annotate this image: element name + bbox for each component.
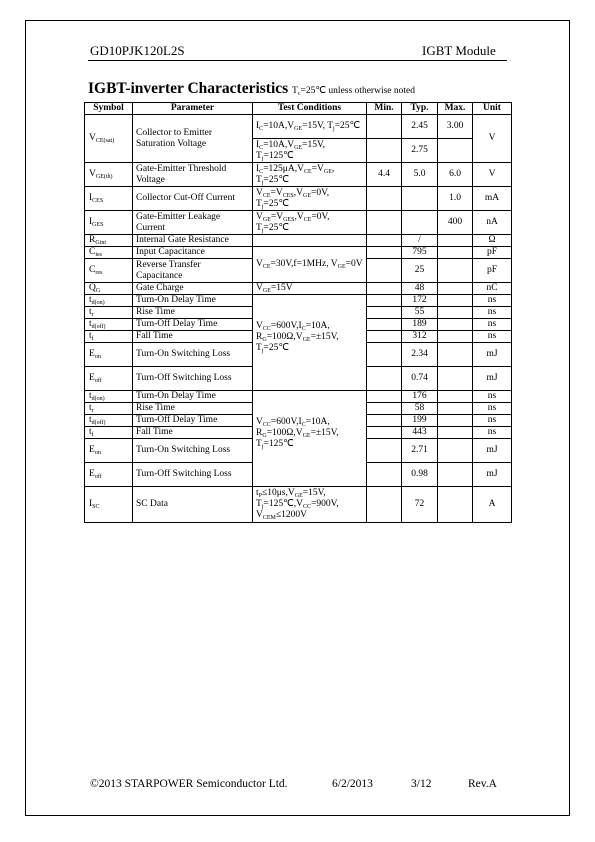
min-cell (367, 427, 402, 439)
max-cell (438, 439, 473, 463)
symbol-cell: $t_f$ (85, 427, 133, 439)
max-cell (438, 463, 473, 487)
max-cell (438, 415, 473, 427)
max-cell (438, 307, 473, 319)
doc-type: IGBT Module (422, 43, 496, 58)
symbol-cell: $I_{SC}$ (85, 487, 133, 523)
condition-cell (253, 235, 367, 247)
min-cell: 4.4 (367, 163, 402, 187)
typ-cell: 48 (402, 283, 438, 295)
typ-cell: 25 (402, 259, 438, 283)
typ-cell: 2.34 (402, 343, 438, 367)
unit-cell: pF (473, 259, 512, 283)
max-cell: 1.0 (438, 187, 473, 211)
symbol-cell: $V_{CE(sat)}$ (85, 115, 133, 163)
min-cell (367, 331, 402, 343)
symbol-cell: $C_{ies}$ (85, 247, 133, 259)
symbol-cell: $t_{d(off)}$ (85, 415, 133, 427)
typ-cell: 2.75 (402, 139, 438, 163)
unit-cell: V (473, 115, 512, 163)
table-row (85, 295, 512, 307)
table-row (85, 235, 512, 247)
min-cell (367, 259, 402, 283)
typ-cell (402, 211, 438, 235)
header-rule (88, 60, 507, 61)
typ-cell: 55 (402, 307, 438, 319)
symbol-cell: $R_{Gint}$ (85, 235, 133, 247)
table-row (85, 211, 512, 235)
min-cell (367, 319, 402, 331)
col-header: Max. (438, 103, 473, 115)
unit-cell: pF (473, 247, 512, 259)
max-cell (438, 319, 473, 331)
symbol-cell: $C_{res}$ (85, 259, 133, 283)
parameter-cell: Input Capacitance (133, 247, 253, 259)
parameter-cell: Turn-On Switching Loss (133, 343, 253, 367)
parameter-cell: Rise Time (133, 307, 253, 319)
table-row (85, 487, 512, 523)
typ-cell: 2.45 (402, 115, 438, 139)
max-cell: 6.0 (438, 163, 473, 187)
typ-cell: 189 (402, 319, 438, 331)
parameter-cell: Reverse Transfer Capacitance (133, 259, 253, 283)
section-title-text: IGBT-inverter Characteristics (88, 80, 289, 97)
typ-cell: 312 (402, 331, 438, 343)
typ-cell: 443 (402, 427, 438, 439)
symbol-cell: $t_{d(on)}$ (85, 295, 133, 307)
condition-cell: $I_C=10A,V_{GE}=15V$, $T_j=125℃$ (253, 139, 367, 163)
typ-cell: 176 (402, 391, 438, 403)
parameter-cell: Turn-Off Delay Time (133, 319, 253, 331)
characteristics-table (84, 102, 512, 523)
parameter-cell: Gate Charge (133, 283, 253, 295)
table-row (85, 163, 512, 187)
typ-cell: 0.98 (402, 463, 438, 487)
symbol-cell: $E_{on}$ (85, 343, 133, 367)
min-cell (367, 187, 402, 211)
unit-cell: A (473, 487, 512, 523)
unit-cell: mJ (473, 439, 512, 463)
footer-page: 3/12 (411, 778, 432, 790)
parameter-cell: Fall Time (133, 427, 253, 439)
typ-cell: 2.71 (402, 439, 438, 463)
symbol-cell: $t_{d(on)}$ (85, 391, 133, 403)
typ-cell (402, 187, 438, 211)
symbol-cell: $V_{GE(th)}$ (85, 163, 133, 187)
typ-cell: 0.74 (402, 367, 438, 391)
parameter-cell: Turn-On Delay Time (133, 295, 253, 307)
parameter-cell: Turn-Off Switching Loss (133, 367, 253, 391)
unit-cell: mJ (473, 343, 512, 367)
unit-cell: mJ (473, 463, 512, 487)
table-header-row (85, 103, 512, 115)
min-cell (367, 439, 402, 463)
max-cell (438, 343, 473, 367)
table-row (85, 247, 512, 259)
typ-cell: 172 (402, 295, 438, 307)
symbol-cell: $t_r$ (85, 403, 133, 415)
max-cell: 3.00 (438, 115, 473, 139)
unit-cell: ns (473, 427, 512, 439)
parameter-cell: Turn-On Switching Loss (133, 439, 253, 463)
condition-cell: $t_P\le 10\mu s,V_{GE}=15V$, $T_j=125℃,V_{CC}=900V$, $V_{CEM}\le 1200V$ (253, 487, 367, 523)
unit-cell: ns (473, 331, 512, 343)
col-header: Symbol (85, 103, 133, 115)
typ-cell: 72 (402, 487, 438, 523)
unit-cell: nC (473, 283, 512, 295)
parameter-cell: SC Data (133, 487, 253, 523)
table-row (85, 283, 512, 295)
min-cell (367, 343, 402, 367)
parameter-cell: Turn-On Delay Time (133, 391, 253, 403)
condition-cell: $V_{CE}=V_{CES},V_{GE}=0V$, $T_j=25℃$ (253, 187, 367, 211)
min-cell (367, 307, 402, 319)
condition-cell: $V_{GE}=15V$ (253, 283, 367, 295)
symbol-cell: $E_{off}$ (85, 463, 133, 487)
col-header: Parameter (133, 103, 253, 115)
condition-cell: $V_{CC}=600V,I_C=10A$, $R_G=100\Omega,V_{GE}=\pm 15V$, $T_j=25℃$ (253, 295, 367, 391)
max-cell (438, 391, 473, 403)
min-cell (367, 283, 402, 295)
min-cell (367, 367, 402, 391)
max-cell (438, 283, 473, 295)
condition-cell: $V_{CC}=600V,I_C=10A$, $R_G=100\Omega,V_{GE}=\pm 15V$, $T_j=125℃$ (253, 391, 367, 487)
table-row (85, 115, 512, 139)
max-cell (438, 139, 473, 163)
symbol-cell: $E_{on}$ (85, 439, 133, 463)
max-cell: 400 (438, 211, 473, 235)
unit-cell: ns (473, 307, 512, 319)
min-cell (367, 247, 402, 259)
footer-revision: Rev.A (468, 778, 497, 790)
symbol-cell: $E_{off}$ (85, 367, 133, 391)
condition-cell: $I_C=10A,V_{GE}=15V$, $T_j=25℃$ (253, 115, 367, 139)
unit-cell: ns (473, 391, 512, 403)
col-header: Min. (367, 103, 402, 115)
max-cell (438, 367, 473, 391)
unit-cell: ns (473, 319, 512, 331)
table-row (85, 391, 512, 403)
footer-copyright: ©2013 STARPOWER Semiconductor Ltd. (90, 778, 288, 790)
symbol-cell: $t_r$ (85, 307, 133, 319)
parameter-cell: Collector to Emitter Saturation Voltage (133, 115, 253, 163)
min-cell (367, 295, 402, 307)
part-number: GD10PJK120L2S (90, 43, 185, 58)
section-title (88, 80, 415, 98)
col-header: Unit (473, 103, 512, 115)
unit-cell: nA (473, 211, 512, 235)
footer-date: 6/2/2013 (332, 778, 373, 790)
parameter-cell: Turn-Off Switching Loss (133, 463, 253, 487)
max-cell (438, 295, 473, 307)
unit-cell: Ω (473, 235, 512, 247)
unit-cell: V (473, 163, 512, 187)
min-cell (367, 463, 402, 487)
max-cell (438, 235, 473, 247)
symbol-cell: $t_{d(off)}$ (85, 319, 133, 331)
typ-cell: 199 (402, 415, 438, 427)
unit-cell: ns (473, 295, 512, 307)
parameter-cell: Collector Cut-Off Current (133, 187, 253, 211)
col-header: Typ. (402, 103, 438, 115)
typ-cell: 5.0 (402, 163, 438, 187)
condition-cell: $V_{CE}=30V,f=1MHz$, $V_{GE}=0V$ (253, 247, 367, 283)
symbol-cell: $I_{GES}$ (85, 211, 133, 235)
min-cell (367, 415, 402, 427)
condition-cell: $I_C=125\mu A,V_{CE}=V_{GE}$, $T_j=25℃$ (253, 163, 367, 187)
unit-cell: mA (473, 187, 512, 211)
max-cell (438, 403, 473, 415)
symbol-cell: $I_{CES}$ (85, 187, 133, 211)
table-row (85, 187, 512, 211)
unit-cell: ns (473, 403, 512, 415)
min-cell (367, 235, 402, 247)
max-cell (438, 247, 473, 259)
typ-cell: 795 (402, 247, 438, 259)
max-cell (438, 259, 473, 283)
typ-cell: / (402, 235, 438, 247)
min-cell (367, 139, 402, 163)
parameter-cell: Turn-Off Delay Time (133, 415, 253, 427)
symbol-cell: $Q_G$ (85, 283, 133, 295)
max-cell (438, 331, 473, 343)
parameter-cell: Rise Time (133, 403, 253, 415)
typ-cell: 58 (402, 403, 438, 415)
min-cell (367, 115, 402, 139)
symbol-cell: $t_f$ (85, 331, 133, 343)
min-cell (367, 403, 402, 415)
unit-cell: mJ (473, 367, 512, 391)
section-condition: $T_c=25℃$ unless otherwise noted (292, 86, 415, 97)
parameter-cell: Gate-Emitter Threshold Voltage (133, 163, 253, 187)
min-cell (367, 391, 402, 403)
min-cell (367, 211, 402, 235)
unit-cell: ns (473, 415, 512, 427)
max-cell (438, 487, 473, 523)
min-cell (367, 487, 402, 523)
parameter-cell: Gate-Emitter Leakage Current (133, 211, 253, 235)
condition-cell: $V_{GE}=V_{GES},V_{CE}=0V$, $T_j=25℃$ (253, 211, 367, 235)
max-cell (438, 427, 473, 439)
col-header: Test Conditions (253, 103, 367, 115)
parameter-cell: Internal Gate Resistance (133, 235, 253, 247)
parameter-cell: Fall Time (133, 331, 253, 343)
